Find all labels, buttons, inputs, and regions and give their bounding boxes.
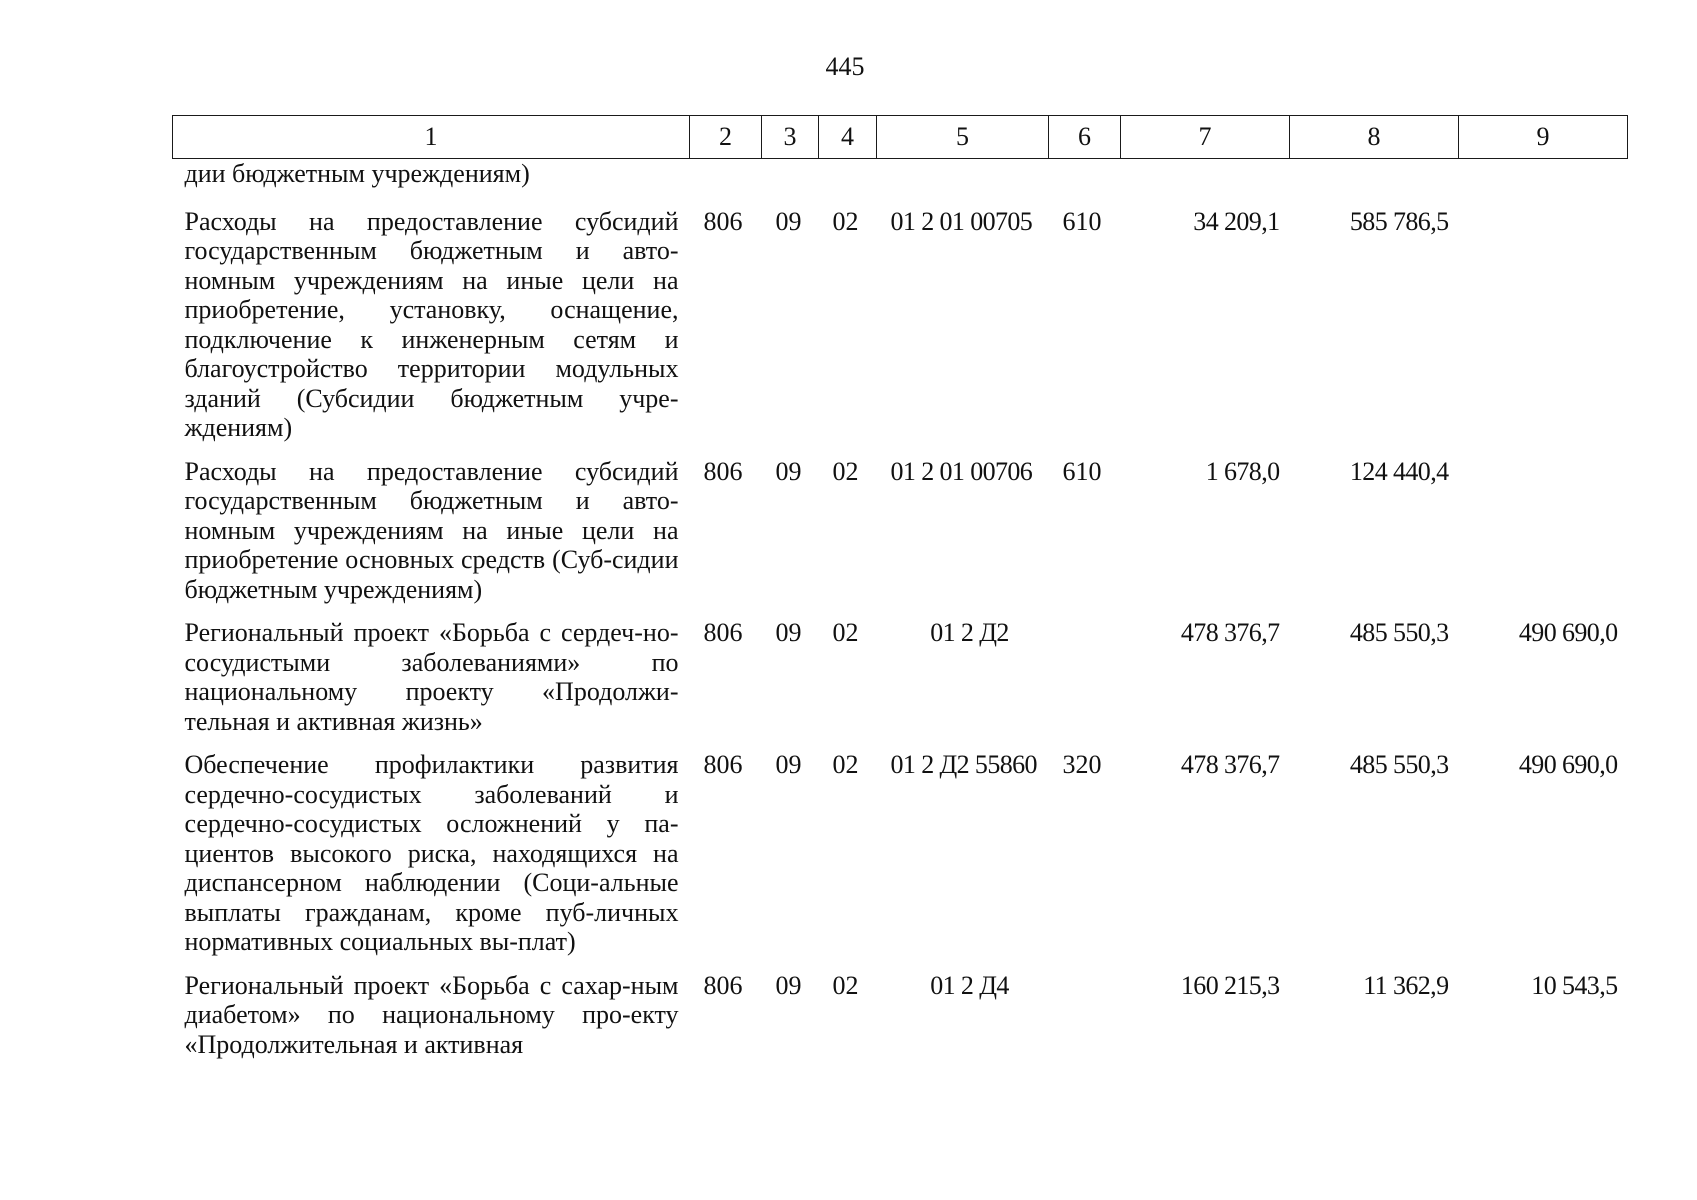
row-subsection-code: 02 bbox=[832, 970, 859, 1000]
row-section-code: 09 bbox=[775, 618, 802, 647]
row-subsection-code: 02 bbox=[832, 456, 859, 486]
row-admin-code: 806 bbox=[703, 206, 743, 236]
row-target-code: 01 2 01 00705 bbox=[890, 206, 1033, 236]
header-col-8: 8 bbox=[1290, 116, 1459, 159]
row-expense-type bbox=[1049, 612, 1121, 744]
row-admin-code: 806 bbox=[703, 618, 743, 647]
row-amount-9 bbox=[1459, 201, 1628, 451]
row-amount-7: 34 209,1 bbox=[1193, 206, 1280, 236]
row-section-code: 09 bbox=[775, 750, 802, 779]
row-amount-9: 490 690,0 bbox=[1518, 618, 1618, 647]
row-admin-code: 806 bbox=[703, 750, 743, 779]
row-description: Расходы на предоставление субсидий государственным бюджетным и авто-номным учреждениям на иные цели на приобретение, установку, оснащение, подключение к инженерным сетям и благоустройство территории модульных зданий (Субсидии бюджетным учре-ждениям) bbox=[184, 206, 679, 442]
header-col-4: 4 bbox=[819, 116, 877, 159]
row-expense-type: 320 bbox=[1062, 750, 1102, 779]
continuation-text: дии бюджетным учреждениям) bbox=[184, 159, 530, 188]
header-col-3: 3 bbox=[762, 116, 819, 159]
row-target-code: 01 2 Д2 55860 bbox=[890, 750, 1037, 779]
row-description: Обеспечение профилактики развития сердечно-сосудистых заболеваний и сердечно-сосудистых осложнений у па-циентов высокого риска, находящихся на диспансерном наблюдении (Соци-альные выплаты гражданам, кроме пуб-личных нормативных социальных вы-плат) bbox=[184, 750, 679, 956]
row-target-code: 01 2 Д2 bbox=[930, 618, 1009, 647]
table-row bbox=[173, 965, 1628, 1068]
row-amount-7: 478 376,7 bbox=[1180, 750, 1280, 779]
row-amount-8: 11 362,9 bbox=[1363, 970, 1449, 1000]
page-number: 445 bbox=[825, 52, 865, 81]
row-expense-type: 610 bbox=[1062, 456, 1102, 486]
row-amount-8: 124 440,4 bbox=[1349, 456, 1449, 486]
table-row bbox=[173, 612, 1628, 744]
header-col-1: 1 bbox=[173, 116, 690, 159]
row-section-code: 09 bbox=[775, 206, 802, 236]
header-col-9: 9 bbox=[1459, 116, 1628, 159]
row-description: Региональный проект «Борьба с сахар-ным диабетом» по национальному про-екту «Продолжительная и активная bbox=[184, 970, 679, 1059]
budget-table bbox=[172, 115, 1628, 1067]
row-amount-8: 485 550,3 bbox=[1349, 750, 1449, 779]
row-description: Расходы на предоставление субсидий государственным бюджетным и авто-номным учреждениям на иные цели на приобретение основных средств (Суб-сидии бюджетным учреждениям) bbox=[184, 456, 679, 604]
row-amount-9 bbox=[1459, 451, 1628, 613]
row-admin-code: 806 bbox=[703, 456, 743, 486]
row-target-code: 01 2 01 00706 bbox=[890, 456, 1033, 486]
row-expense-type: 610 bbox=[1062, 206, 1102, 236]
row-subsection-code: 02 bbox=[832, 618, 859, 647]
row-amount-7: 160 215,3 bbox=[1180, 970, 1280, 1000]
row-amount-9: 10 543,5 bbox=[1531, 970, 1618, 1000]
header-col-5: 5 bbox=[877, 116, 1049, 159]
row-target-code: 01 2 Д4 bbox=[930, 970, 1009, 1000]
table-row bbox=[173, 451, 1628, 613]
continuation-row bbox=[173, 159, 1628, 201]
row-expense-type bbox=[1049, 965, 1121, 1068]
row-amount-7: 478 376,7 bbox=[1180, 618, 1280, 647]
table-row bbox=[173, 744, 1628, 965]
row-amount-9: 490 690,0 bbox=[1518, 750, 1618, 779]
row-amount-7: 1 678,0 bbox=[1205, 456, 1280, 486]
header-col-6: 6 bbox=[1049, 116, 1121, 159]
row-section-code: 09 bbox=[775, 456, 802, 486]
row-admin-code: 806 bbox=[703, 970, 743, 1000]
row-subsection-code: 02 bbox=[832, 206, 859, 236]
row-section-code: 09 bbox=[775, 970, 802, 1000]
header-col-7: 7 bbox=[1121, 116, 1290, 159]
row-amount-8: 585 786,5 bbox=[1349, 206, 1449, 236]
header-col-2: 2 bbox=[690, 116, 762, 159]
row-amount-8: 485 550,3 bbox=[1349, 618, 1449, 647]
row-description: Региональный проект «Борьба с сердеч-но-сосудистыми заболеваниями» по национальному проекту «Продолжи-тельная и активная жизнь» bbox=[184, 618, 679, 736]
table-row bbox=[173, 201, 1628, 451]
row-subsection-code: 02 bbox=[832, 750, 859, 779]
table-header-row bbox=[173, 116, 1628, 159]
